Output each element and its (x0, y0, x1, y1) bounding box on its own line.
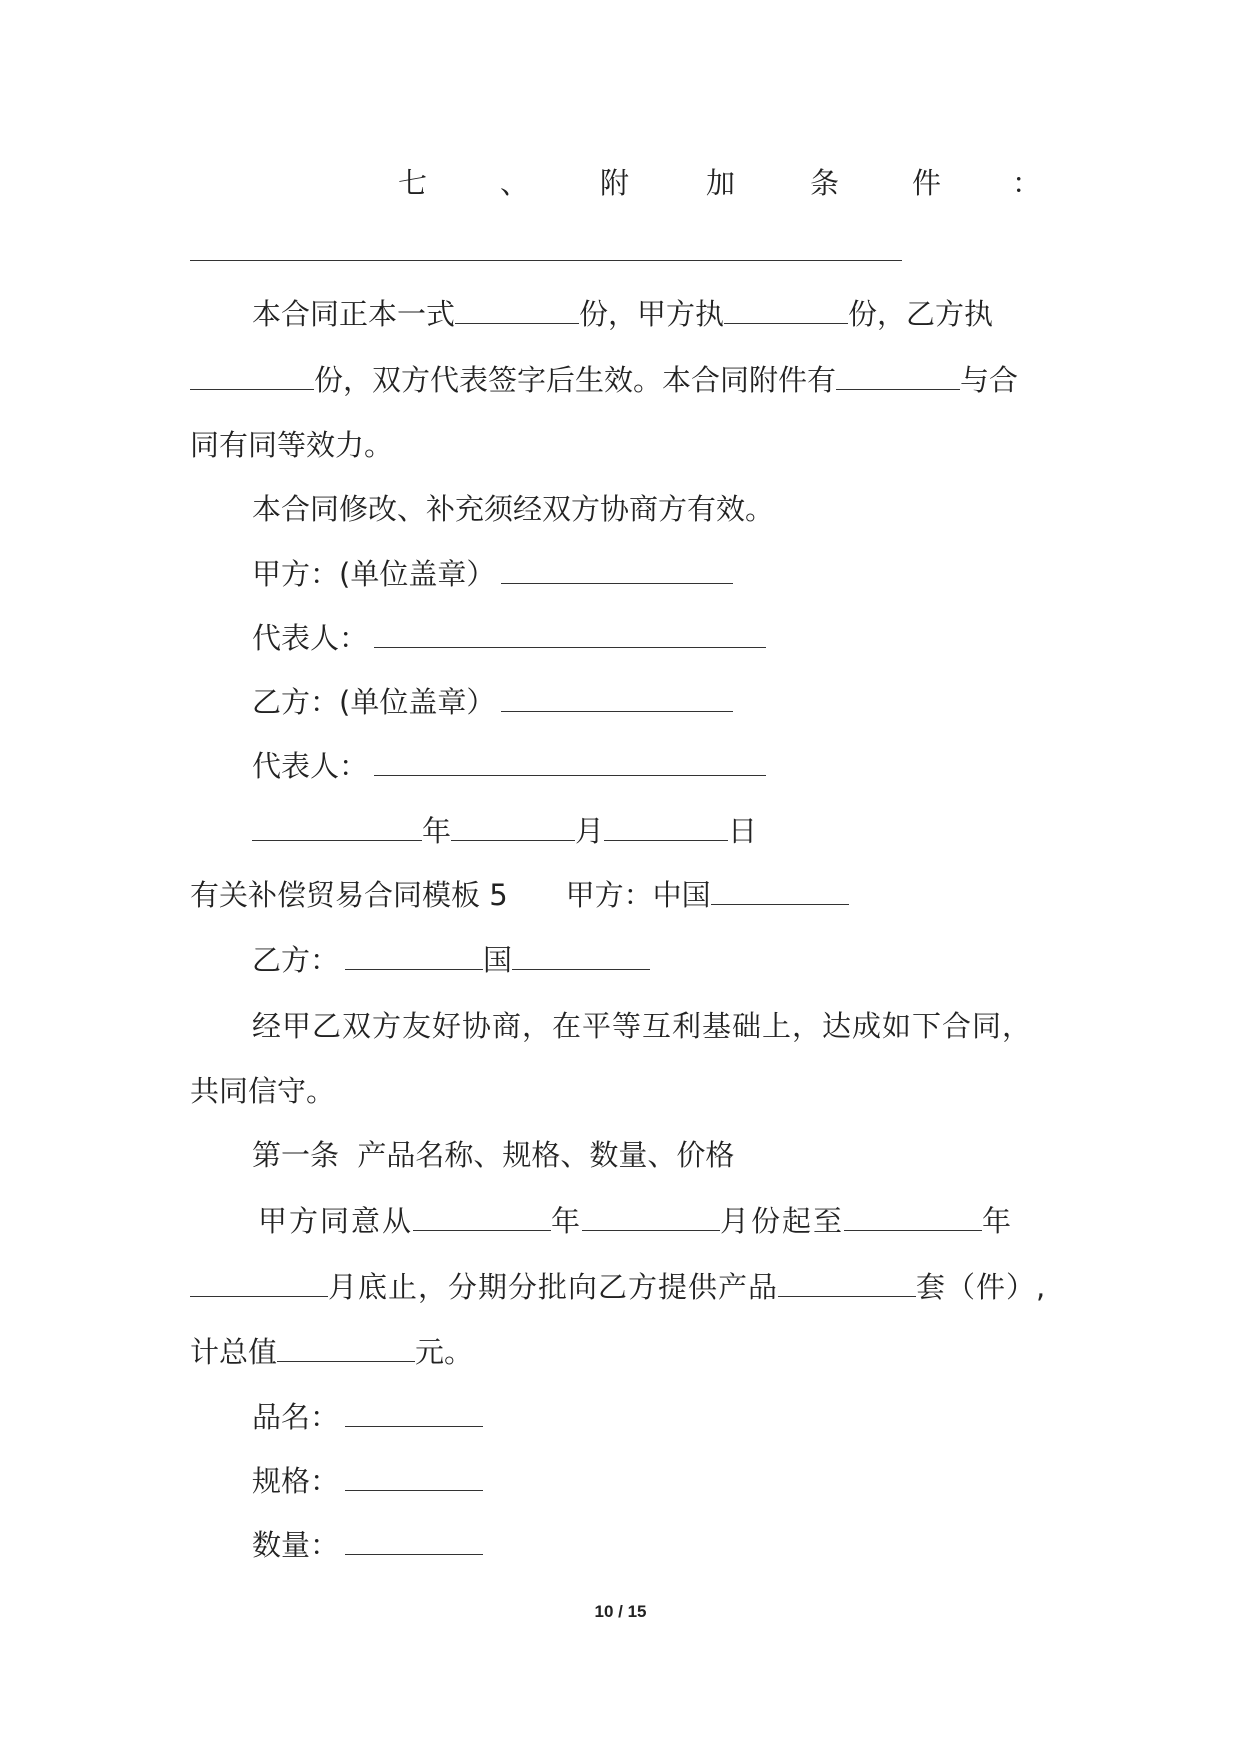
quantity-line: 数量： (252, 1524, 483, 1565)
party-b-seal-line: 乙方：(单位盖章） (252, 681, 733, 722)
heading-char: 附 (600, 166, 630, 200)
heading-char: 七 (398, 166, 428, 200)
party-b-representative-line: 代表人： (252, 745, 766, 786)
attachment-blank-line (190, 260, 902, 261)
heading-char: 条 (810, 166, 840, 200)
template-title-line: 有关补偿贸易合同模板 5 甲方：中国 (190, 874, 849, 915)
article-heading: 第一条 产品名称、规格、数量、价格 (252, 1138, 735, 1172)
text-line: 份，双方代表签字后生效。本合同附件有 与合 (190, 359, 1018, 400)
heading-char: ： (1012, 166, 1042, 200)
heading-char: 加 (706, 166, 736, 200)
party-b-country-line: 乙方： 国 (252, 939, 650, 980)
text-line: 本合同正本一式 份，甲方执 份，乙方执 (252, 293, 993, 334)
text-line: 本合同修改、补充须经双方协商方有效。 (252, 492, 775, 526)
party-a-representative-line: 代表人： (252, 617, 766, 658)
party-a-seal-line: 甲方：(单位盖章） (252, 553, 733, 594)
page-number: 10 / 15 (594, 1602, 647, 1621)
text-line: 共同信守。 (190, 1074, 336, 1108)
text-line: 月底止，分期分批向乙方提供产品 套（件）, (190, 1266, 1046, 1307)
heading-char: 、 (500, 166, 530, 200)
text-line: 同有同等效力。 (190, 428, 394, 462)
specification-line: 规格： (252, 1460, 483, 1501)
text-line: 计总值 元。 (190, 1331, 473, 1372)
product-name-line: 品名： (252, 1396, 483, 1437)
text-line: 经甲乙双方友好协商，在平等互利基础上，达成如下合同， (252, 1009, 1033, 1043)
text-line: 甲方同意从 年 月份起至 年 (258, 1200, 1013, 1241)
date-line: 年 月 日 (252, 810, 757, 851)
heading-char: 件 (912, 166, 942, 200)
